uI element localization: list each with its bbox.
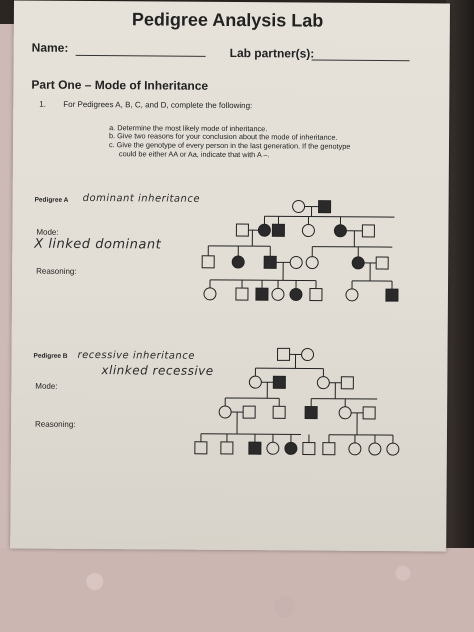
affected-male-symbol xyxy=(249,442,261,454)
female-symbol xyxy=(301,348,313,360)
partner-label: Lab partner(s): xyxy=(229,45,315,61)
female-symbol xyxy=(349,443,361,455)
affected-male-symbol xyxy=(305,407,317,419)
female-symbol xyxy=(267,442,279,454)
female-symbol xyxy=(339,407,351,419)
question-number: 1. xyxy=(39,99,46,109)
male-symbol xyxy=(277,348,289,360)
female-symbol xyxy=(249,376,261,388)
pedigree-b-diagram xyxy=(10,0,450,551)
section-heading: Part One – Mode of Inheritance xyxy=(31,77,209,93)
pedigree-b-reasoning-label: Reasoning: xyxy=(35,419,76,429)
pedigree-a-mode-label: Mode: xyxy=(36,227,59,237)
pedigree-a-reasoning-label: Reasoning: xyxy=(36,266,77,276)
female-symbol xyxy=(369,443,381,455)
fabric-background xyxy=(0,548,474,632)
male-symbol xyxy=(323,443,335,455)
instruction-a: a. Determine the most likely mode of inheritance. xyxy=(109,123,268,134)
female-symbol xyxy=(219,406,231,418)
pedigree-b-handwritten-mode: xlinked recessive xyxy=(101,363,214,378)
instruction-c-continued: could be either AA or Aa, indicate that with A –. xyxy=(118,149,270,160)
male-symbol xyxy=(273,406,285,418)
question-text: For Pedigrees A, B, C, and D, complete the following: xyxy=(63,99,253,111)
instruction-b: b. Give two reasons for your conclusion about the mode of inheritance. xyxy=(109,131,338,142)
female-symbol xyxy=(317,377,329,389)
name-label: Name: xyxy=(31,40,69,55)
pedigree-b-gen2 xyxy=(249,368,353,399)
pedigree-a-handwritten-title: dominant inheritance xyxy=(82,192,201,205)
affected-male-symbol xyxy=(273,376,285,388)
pedigree-a-handwritten-mode: X linked dominant xyxy=(34,236,162,253)
male-symbol xyxy=(303,443,315,455)
male-symbol xyxy=(195,442,207,454)
male-symbol xyxy=(341,377,353,389)
male-symbol xyxy=(363,407,375,419)
pedigree-b-gen1 xyxy=(255,348,323,368)
male-symbol xyxy=(243,406,255,418)
pedigree-b-label: Pedigree B xyxy=(33,352,68,360)
background-right xyxy=(446,0,474,560)
page-title: Pedigree Analysis Lab xyxy=(131,9,324,31)
female-symbol xyxy=(387,443,399,455)
pedigree-b-gen4 xyxy=(195,434,399,455)
pedigree-b-handwritten-title: recessive inheritance xyxy=(77,349,195,362)
worksheet-paper xyxy=(10,0,450,551)
male-symbol xyxy=(221,442,233,454)
pedigree-b-mode-label: Mode: xyxy=(35,381,58,391)
pedigree-b-gen3 xyxy=(219,398,377,435)
pedigree-a-label: Pedigree A xyxy=(34,196,69,204)
affected-female-symbol xyxy=(285,442,297,454)
instruction-c: c. Give the genotype of every person in the last generation. If the genotype xyxy=(108,140,351,151)
